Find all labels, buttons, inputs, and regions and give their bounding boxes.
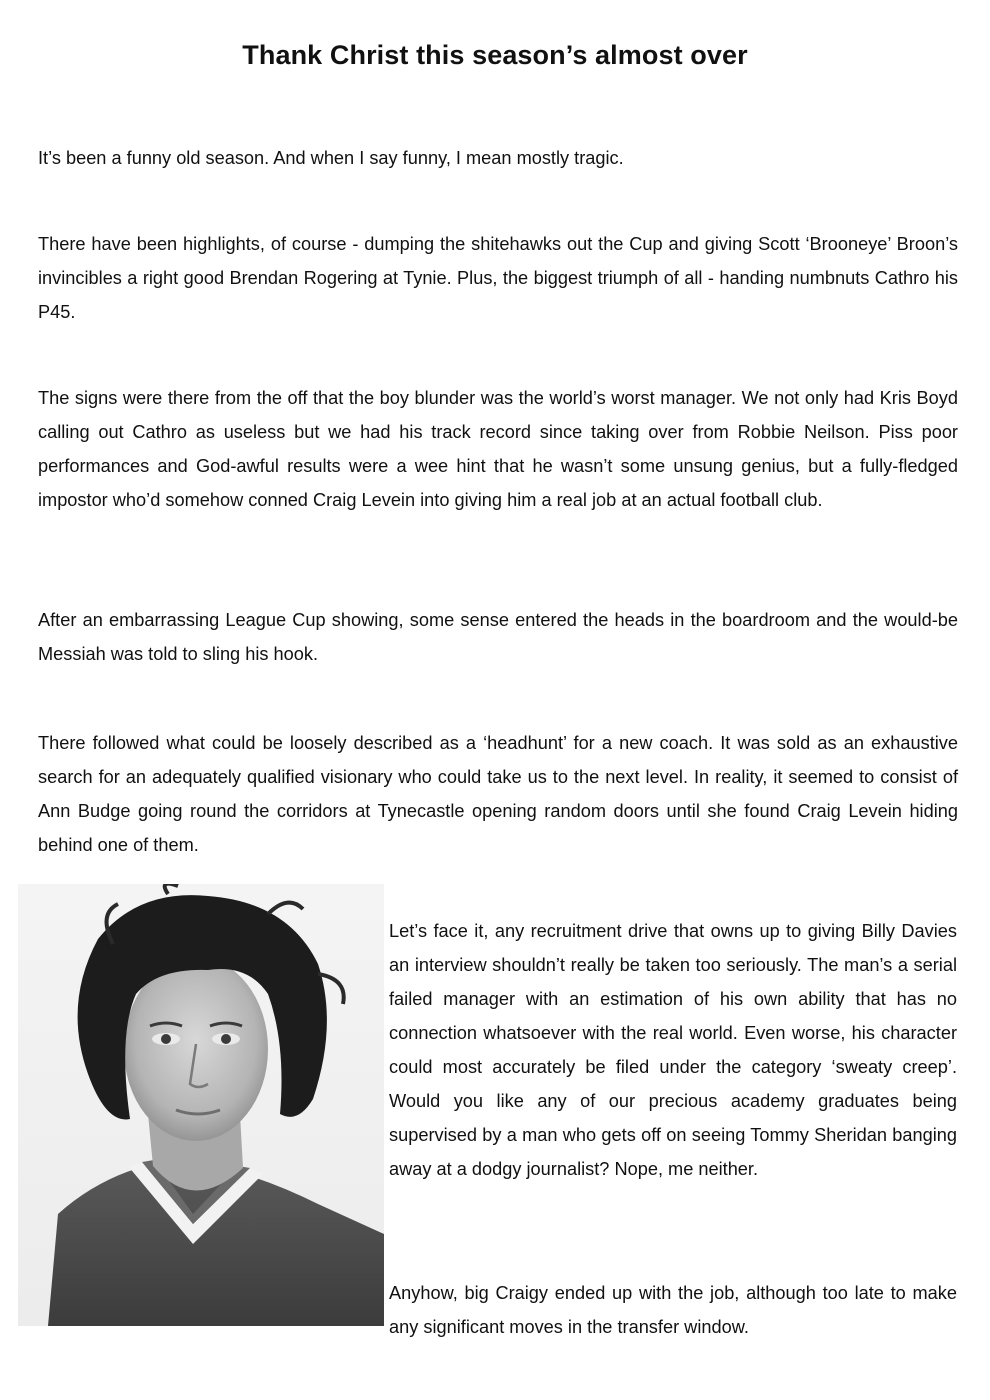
paragraph-4: After an embarrassing League Cup showing, some sense entered the heads in the boardroom and the would-be Messiah was told to sling his hook. xyxy=(38,610,958,664)
article-title: Thank Christ this season’s almost over xyxy=(242,40,748,70)
paragraph-5: There followed what could be loosely described as a ‘headhunt’ for a new coach. It was sold as an exhaustive search for an adequately qualified visionary who could take us to the next level. In reality, it seemed to consist of Ann Budge going round the corridors at Tynecastle opening random doors until she found Craig Levein hiding behind one of them. xyxy=(38,733,958,855)
paragraph-1: It’s been a funny old season. And when I say funny, I mean mostly tragic. xyxy=(38,148,624,168)
paragraph-2: There have been highlights, of course - dumping the shitehawks out the Cup and giving Scott ‘Brooneye’ Broon’s invincibles a right good Brendan Rogering at Tynie. Plus, the biggest triumph of all - handing numbnuts Cathro his P45. xyxy=(38,234,958,322)
player-photo xyxy=(18,884,384,1326)
column-paragraph-2: Anyhow, big Craigy ended up with the job, although too late to make any significant moves in the transfer window. xyxy=(389,1283,957,1337)
column-paragraph-1: Let’s face it, any recruitment drive that owns up to giving Billy Davies an interview shouldn’t really be taken too seriously. The man’s a serial failed manager with an estimation of his own ability that has no connection whatsoever with the real world. Even worse, his character could most accurately be filed under the category ‘sweaty creep’. Would you like any of our precious academy graduates being supervised by a man who gets off on seeing Tommy Sheridan banging away at a dodgy journalist? Nope, me neither. xyxy=(389,921,957,1179)
paragraph-3: The signs were there from the off that the boy blunder was the world’s worst manager. We not only had Kris Boyd calling out Cathro as useless but we had his track record since taking over from Robbie Neilson. Piss poor performances and God-awful results were a wee hint that he wasn’t some unsung genius, but a fully-fledged impostor who’d somehow conned Craig Levein into giving him a real job at an actual football club. xyxy=(38,388,958,510)
